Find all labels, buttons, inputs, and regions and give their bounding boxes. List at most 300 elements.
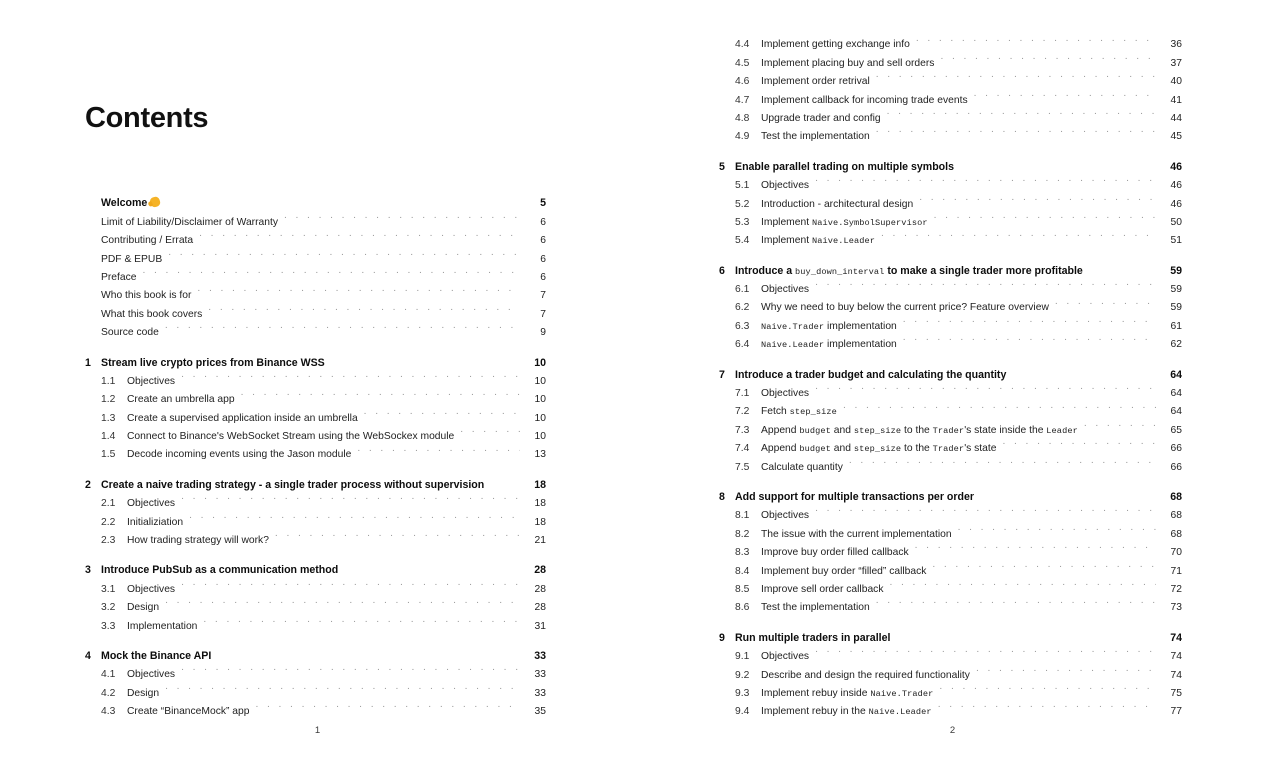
toc-entry-title: Mock the Binance API xyxy=(101,649,212,662)
dot-leader xyxy=(889,574,1156,592)
dot-leader xyxy=(843,396,1156,414)
dot-leader xyxy=(1003,433,1157,451)
toc-entry-page-number: 5 xyxy=(540,197,546,210)
toc-chapter-row[interactable] xyxy=(719,359,1182,381)
toc-section-row[interactable] xyxy=(719,518,1182,540)
toc-section-row[interactable] xyxy=(85,573,546,595)
toc-entry-title: Why we need to buy below the current price? Feature overview xyxy=(761,302,1049,314)
toc-entry-number: 1.5 xyxy=(101,449,116,461)
toc-entry-title: Implement buy order “filled” callback xyxy=(761,565,927,577)
toc-entry-number: 4.4 xyxy=(735,39,750,51)
toc-entry-number: 7.1 xyxy=(735,388,750,400)
toc-section-row[interactable] xyxy=(719,433,1182,455)
inline-code: budget xyxy=(799,444,831,455)
toc-entry-page-number: 59 xyxy=(1170,302,1182,314)
toc-section-row[interactable] xyxy=(719,329,1182,351)
toc-entry-page-number: 33 xyxy=(534,669,546,681)
toc-entry-number: 6.4 xyxy=(735,339,750,351)
toc-entry-title: Introduce PubSub as a communication method xyxy=(101,564,339,577)
toc-entry-number: 6.1 xyxy=(735,284,750,296)
toc-entry-title: The issue with the current implementation xyxy=(761,528,952,540)
toc-entry-title: Implement callback for incoming trade events xyxy=(761,94,968,106)
dot-leader xyxy=(203,610,520,628)
toc-entry-title: Enable parallel trading on multiple symbols xyxy=(735,160,954,173)
toc-entry-number: 1.1 xyxy=(101,375,116,387)
dot-leader xyxy=(815,500,1156,518)
toc-right-column xyxy=(719,29,1182,718)
toc-entry-title: Objectives xyxy=(761,388,810,400)
toc-entry-number: 9.4 xyxy=(735,706,750,718)
toc-entry-number: 8.3 xyxy=(735,547,750,559)
toc-entry-number: 2.2 xyxy=(101,516,116,528)
toc-entry-title: Append budget and step_size to the Trader's state xyxy=(761,443,997,455)
dot-leader xyxy=(1084,414,1156,432)
dot-leader xyxy=(181,366,520,384)
toc-left-column xyxy=(85,188,546,718)
page-folio: 1 xyxy=(314,725,321,736)
toc-entry-title: Create a supervised application inside an umbrella xyxy=(127,412,358,424)
toc-entry-page-number: 33 xyxy=(534,687,546,699)
toc-entry-page-number: 10 xyxy=(534,356,546,369)
toc-entry-number: 7.2 xyxy=(735,406,750,418)
toc-section-row[interactable] xyxy=(85,677,546,699)
toc-entry-page-number: 73 xyxy=(1170,602,1182,614)
toc-entry-title: Create an umbrella app xyxy=(127,394,235,406)
toc-entry-title: Introduce a trader budget and calculating the quantity xyxy=(735,368,1007,381)
dot-leader xyxy=(934,207,1156,225)
inline-code: step_size xyxy=(853,425,902,436)
toc-entry-page-number: 44 xyxy=(1170,112,1182,124)
toc-entry-title: Create “BinanceMock” app xyxy=(127,706,250,718)
dot-leader xyxy=(344,555,520,573)
toc-section-row[interactable] xyxy=(85,402,546,424)
inline-code: Leader xyxy=(1046,425,1078,436)
toc-entry-number: 5 xyxy=(719,160,725,173)
toc-entry-page-number: 18 xyxy=(534,478,546,491)
toc-entry-page-number: 75 xyxy=(1170,687,1182,699)
toc-entry-page-number: 61 xyxy=(1170,320,1182,332)
dot-leader xyxy=(815,274,1156,292)
page-folio: 2 xyxy=(949,725,956,736)
toc-section-row[interactable] xyxy=(85,366,546,387)
toc-entry-number: 5.3 xyxy=(735,216,750,228)
toc-section-row[interactable] xyxy=(719,678,1182,699)
toc-entry-title: Welcome xyxy=(101,194,166,212)
dot-leader xyxy=(241,384,520,402)
toc-section-row[interactable] xyxy=(719,188,1182,210)
toc-frontmatter-row[interactable] xyxy=(85,225,546,247)
dot-leader xyxy=(903,310,1156,328)
toc-entry-title: Improve buy order filled callback xyxy=(761,547,909,559)
toc-section-row[interactable] xyxy=(85,421,546,443)
toc-entry-page-number: 33 xyxy=(534,649,546,662)
toc-entry-page-number: 18 xyxy=(534,516,546,528)
toc-entry-page-number: 68 xyxy=(1170,528,1182,540)
toc-section-row[interactable] xyxy=(719,66,1182,88)
dot-leader xyxy=(165,677,520,695)
toc-entry-title: Objectives xyxy=(761,284,810,296)
toc-entry-number: 5.2 xyxy=(735,198,750,210)
toc-section-row[interactable] xyxy=(719,274,1182,296)
dot-leader xyxy=(181,659,520,677)
toc-entry-title: Implement rebuy in the Naive.Leader xyxy=(761,706,932,718)
toc-entry-number: 6 xyxy=(719,264,725,277)
toc-entry-page-number: 41 xyxy=(1170,94,1182,106)
dot-leader xyxy=(275,525,520,543)
dot-leader xyxy=(958,518,1156,536)
dot-leader xyxy=(331,347,520,365)
toc-section-row[interactable] xyxy=(719,537,1182,559)
toc-entry-number: 9 xyxy=(719,631,725,644)
toc-entry-title: Objectives xyxy=(761,180,810,192)
toc-entry-page-number: 7 xyxy=(540,308,546,320)
toc-entry-number: 4.5 xyxy=(735,57,750,69)
toc-entry-page-number: 77 xyxy=(1170,706,1182,718)
toc-entry-page-number: 21 xyxy=(534,535,546,547)
inline-code: Naive.Leader xyxy=(868,707,932,718)
dot-leader xyxy=(896,622,1156,640)
dot-leader xyxy=(364,402,520,420)
toc-section-row[interactable] xyxy=(719,170,1182,192)
toc-entry-number: 1.4 xyxy=(101,431,116,443)
dot-leader xyxy=(357,439,520,457)
toc-entry-number: 7.4 xyxy=(735,443,750,455)
toc-entry-page-number: 10 xyxy=(534,394,546,406)
toc-frontmatter-row[interactable] xyxy=(85,317,546,339)
toc-entry-title: Naive.Leader implementation xyxy=(761,339,897,351)
toc-frontmatter-row[interactable] xyxy=(85,262,546,283)
toc-entry-title: Calculate quantity xyxy=(761,461,843,473)
toc-section-row[interactable] xyxy=(719,84,1182,106)
toc-entry-page-number: 13 xyxy=(534,449,546,461)
toc-section-row[interactable] xyxy=(85,592,546,614)
toc-entry-title: Introduction - architectural design xyxy=(761,198,914,210)
toc-entry-title: Implement Naive.SymbolSupervisor xyxy=(761,216,928,228)
toc-entry-number: 4.9 xyxy=(735,131,750,143)
toc-entry-title: Test the implementation xyxy=(761,131,870,143)
toc-entry-title: Implement Naive.Leader xyxy=(761,235,876,247)
toc-entry-number: 5.1 xyxy=(735,180,750,192)
toc-entry-page-number: 50 xyxy=(1170,216,1182,228)
dot-leader xyxy=(887,103,1156,121)
dot-leader xyxy=(217,641,520,659)
toc-entry-number: 4 xyxy=(85,649,91,662)
toc-section-row[interactable] xyxy=(719,378,1182,400)
toc-entry-page-number: 59 xyxy=(1170,284,1182,296)
toc-entry-page-number: 64 xyxy=(1170,388,1182,400)
toc-entry-title: Initializiation xyxy=(127,516,184,528)
toc-section-row[interactable] xyxy=(719,592,1182,614)
toc-entry-page-number: 72 xyxy=(1170,583,1182,595)
toc-entry-page-number: 7 xyxy=(540,290,546,302)
toc-entry-number: 6.3 xyxy=(735,320,750,332)
dot-leader xyxy=(940,47,1156,65)
toc-chapter-row[interactable] xyxy=(719,622,1182,644)
toc-entry-title: Implement order retrival xyxy=(761,76,870,88)
toc-entry-title: Append budget and step_size to the Trader's state inside the Leader xyxy=(761,424,1078,436)
toc-entry-number: 6.2 xyxy=(735,302,750,314)
toc-entry-page-number: 62 xyxy=(1170,339,1182,351)
toc-entry-page-number: 68 xyxy=(1170,510,1182,522)
toc-section-row[interactable] xyxy=(719,451,1182,473)
dot-leader xyxy=(815,641,1156,659)
toc-entry-title: Connect to Binance's WebSocket Stream using the WebSockex module xyxy=(127,431,455,443)
dot-leader xyxy=(165,592,520,610)
toc-entry-number: 7.3 xyxy=(735,424,750,436)
toc-entry-title: Design xyxy=(127,602,160,614)
toc-entry-title: Create a naive trading strategy - a single trader process without supervision xyxy=(101,478,485,491)
toc-entry-number: 8 xyxy=(719,490,725,503)
dot-leader xyxy=(876,121,1156,139)
dot-leader xyxy=(980,482,1156,500)
toc-chapter-row[interactable] xyxy=(719,151,1182,173)
dot-leader xyxy=(255,696,520,714)
dot-leader xyxy=(876,66,1156,84)
toc-entry-page-number: 68 xyxy=(1170,490,1182,503)
toc-entry-page-number: 46 xyxy=(1170,160,1182,173)
toc-entry-title: Decode incoming events using the Jason module xyxy=(127,449,352,461)
toc-entry-title: Design xyxy=(127,687,160,699)
toc-entry-page-number: 6 xyxy=(540,253,546,265)
dot-leader xyxy=(1055,292,1156,310)
dot-leader xyxy=(181,488,520,506)
toc-section-row[interactable] xyxy=(719,414,1182,436)
toc-entry-number: 7 xyxy=(719,368,725,381)
dot-leader xyxy=(960,151,1156,169)
toc-entry-number: 1.3 xyxy=(101,412,116,424)
toc-entry-page-number: 10 xyxy=(534,431,546,443)
toc-entry-page-number: 6 xyxy=(540,271,546,283)
inline-code: Naive.Trader xyxy=(761,321,825,332)
toc-chapter-row[interactable] xyxy=(85,555,546,577)
toc-entry-page-number: 10 xyxy=(534,412,546,424)
toc-entry-page-number: 40 xyxy=(1170,76,1182,88)
dot-leader xyxy=(876,592,1156,610)
toc-entry-number: 1.2 xyxy=(101,394,116,406)
toc-entry-page-number: 6 xyxy=(540,216,546,228)
dot-leader xyxy=(166,188,520,206)
toc-entry-title: Stream live crypto prices from Binance WSS xyxy=(101,356,325,369)
toc-entry-number: 9.1 xyxy=(735,651,750,663)
dot-leader xyxy=(976,659,1156,677)
toc-entry-page-number: 18 xyxy=(534,498,546,510)
toc-entry-title: Implement placing buy and sell orders xyxy=(761,57,935,69)
toc-entry-number: 4.3 xyxy=(101,706,116,718)
toc-entry-page-number: 28 xyxy=(534,583,546,595)
toc-section-row[interactable] xyxy=(719,555,1182,577)
toc-entry-number: 5.4 xyxy=(735,235,750,247)
toc-entry-page-number: 66 xyxy=(1170,443,1182,455)
toc-frontmatter-row[interactable] xyxy=(85,206,546,228)
toc-section-row[interactable] xyxy=(719,659,1182,681)
toc-chapter-row[interactable] xyxy=(85,469,546,491)
dot-leader xyxy=(815,378,1156,396)
toc-entry-title: Preface xyxy=(101,271,137,283)
toc-chapter-row[interactable] xyxy=(85,347,546,369)
toc-entry-title: Limit of Liability/Disclaimer of Warranty xyxy=(101,216,278,228)
toc-entry-page-number: 6 xyxy=(540,235,546,247)
toc-entry-title: Introduce a buy_down_interval to make a single trader more profitable xyxy=(735,264,1083,277)
toc-section-row[interactable] xyxy=(719,500,1182,522)
toc-section-row[interactable] xyxy=(85,659,546,681)
toc-entry-number: 8.4 xyxy=(735,565,750,577)
dot-leader xyxy=(490,469,520,487)
toc-entry-number: 8.6 xyxy=(735,602,750,614)
toc-entry-page-number: 28 xyxy=(534,602,546,614)
toc-entry-number: 4.8 xyxy=(735,112,750,124)
toc-chapter-row[interactable] xyxy=(85,188,546,210)
toc-entry-page-number: 35 xyxy=(534,706,546,718)
toc-entry-page-number: 36 xyxy=(1170,39,1182,51)
toc-entry-number: 1 xyxy=(85,356,91,369)
toc-entry-title: Objectives xyxy=(127,375,176,387)
toc-section-row[interactable] xyxy=(85,506,546,528)
toc-frontmatter-row[interactable] xyxy=(85,243,546,265)
dot-leader xyxy=(881,225,1156,243)
toc-section-row[interactable] xyxy=(719,47,1182,69)
toc-entry-title: Objectives xyxy=(127,583,176,595)
toc-entry-title: Implement rebuy inside Naive.Trader xyxy=(761,687,934,699)
toc-entry-title: Describe and design the required functionality xyxy=(761,669,970,681)
toc-section-row[interactable] xyxy=(719,29,1182,51)
toc-entry-page-number: 74 xyxy=(1170,631,1182,644)
toc-entry-page-number: 31 xyxy=(534,620,546,632)
toc-entry-page-number: 64 xyxy=(1170,406,1182,418)
toc-entry-number: 7.5 xyxy=(735,461,750,473)
toc-entry-page-number: 10 xyxy=(534,375,546,387)
toc-entry-number: 2.3 xyxy=(101,535,116,547)
dot-leader xyxy=(197,280,520,298)
toc-section-row[interactable] xyxy=(719,641,1182,663)
toc-chapter-row[interactable] xyxy=(719,482,1182,503)
toc-entry-page-number: 71 xyxy=(1170,565,1182,577)
toc-entry-title: PDF & EPUB xyxy=(101,253,163,265)
dot-leader xyxy=(1012,359,1156,377)
toc-entry-title: Objectives xyxy=(127,669,176,681)
dot-leader xyxy=(1089,255,1156,273)
dot-leader xyxy=(938,696,1156,714)
dot-leader xyxy=(939,678,1156,696)
toc-section-row[interactable] xyxy=(719,574,1182,595)
toc-section-row[interactable] xyxy=(719,292,1182,314)
dot-leader xyxy=(143,262,521,280)
toc-entry-title: Run multiple traders in parallel xyxy=(735,631,891,644)
dot-leader xyxy=(189,506,520,524)
inline-code: budget xyxy=(799,425,831,436)
dot-leader xyxy=(199,225,520,243)
toc-entry-number: 4.2 xyxy=(101,687,116,699)
toc-entry-number: 3.2 xyxy=(101,602,116,614)
toc-entry-page-number: 65 xyxy=(1170,424,1182,436)
toc-entry-page-number: 59 xyxy=(1170,264,1182,277)
toc-frontmatter-row[interactable] xyxy=(85,280,546,302)
toc-chapter-row[interactable] xyxy=(85,641,546,662)
dot-leader xyxy=(165,317,520,335)
toc-section-row[interactable] xyxy=(719,121,1182,143)
toc-entry-page-number: 45 xyxy=(1170,131,1182,143)
toc-section-row[interactable] xyxy=(719,396,1182,418)
toc-entry-number: 3 xyxy=(85,564,91,577)
inline-code: Naive.Leader xyxy=(761,340,825,351)
inline-code: Trader xyxy=(932,444,965,455)
toc-entry-number: 2 xyxy=(85,478,91,491)
toc-entry-page-number: 9 xyxy=(540,327,546,339)
toc-section-row[interactable] xyxy=(85,525,546,547)
toc-entry-title: Add support for multiple transactions per order xyxy=(735,490,974,503)
toc-section-row[interactable] xyxy=(719,103,1182,124)
toc-entry-title: Implementation xyxy=(127,620,198,632)
toc-entry-title: Implement getting exchange info xyxy=(761,39,910,51)
dot-leader xyxy=(903,329,1156,347)
toc-entry-number: 9.2 xyxy=(735,669,750,681)
toc-section-row[interactable] xyxy=(719,225,1182,247)
toc-entry-title: Source code xyxy=(101,327,159,339)
toc-entry-number: 2.1 xyxy=(101,498,116,510)
toc-entry-number: 8.5 xyxy=(735,583,750,595)
toc-entry-title: What this book covers xyxy=(101,308,203,320)
inline-code: Naive.SymbolSupervisor xyxy=(811,217,928,228)
toc-entry-title: How trading strategy will work? xyxy=(127,535,269,547)
toc-entry-page-number: 46 xyxy=(1170,198,1182,210)
toc-section-row[interactable] xyxy=(85,439,546,461)
toc-entry-title: Objectives xyxy=(761,510,810,522)
toc-entry-number: 3.3 xyxy=(101,620,116,632)
dot-leader xyxy=(974,84,1156,102)
toc-entry-page-number: 51 xyxy=(1170,235,1182,247)
toc-entry-page-number: 28 xyxy=(534,564,546,577)
toc-entry-number: 4.6 xyxy=(735,76,750,88)
toc-entry-number: 8.1 xyxy=(735,510,750,522)
inline-code: buy_down_interval xyxy=(795,266,885,277)
toc-chapter-row[interactable] xyxy=(719,255,1182,277)
toc-section-row[interactable] xyxy=(719,207,1182,228)
toc-frontmatter-row[interactable] xyxy=(85,298,546,320)
inline-code: step_size xyxy=(789,407,837,418)
toc-entry-title: Upgrade trader and config xyxy=(761,112,881,124)
toc-entry-title: Improve sell order callback xyxy=(761,583,884,595)
inline-code: Trader xyxy=(932,425,965,436)
inline-code: Naive.Trader xyxy=(870,688,934,699)
dot-leader xyxy=(208,298,520,316)
toc-entry-page-number: 74 xyxy=(1170,651,1182,663)
dot-leader xyxy=(284,206,520,224)
toc-entry-title: Test the implementation xyxy=(761,602,870,614)
toc-entry-title: Naive.Trader implementation xyxy=(761,320,897,332)
toc-entry-page-number: 64 xyxy=(1170,368,1182,381)
dot-leader xyxy=(168,243,520,261)
toc-section-row[interactable] xyxy=(85,696,546,718)
dot-leader xyxy=(932,555,1156,573)
dot-leader xyxy=(849,451,1156,469)
toc-entry-title: Contributing / Errata xyxy=(101,235,194,247)
toc-entry-title: Objectives xyxy=(761,651,810,663)
toc-entry-page-number: 66 xyxy=(1170,461,1182,473)
inline-code: step_size xyxy=(853,444,902,455)
toc-entry-number: 8.2 xyxy=(735,528,750,540)
toc-section-row[interactable] xyxy=(85,488,546,510)
toc-section-row[interactable] xyxy=(719,696,1182,718)
toc-section-row[interactable] xyxy=(85,384,546,406)
toc-entry-number: 4.1 xyxy=(101,669,116,681)
toc-section-row[interactable] xyxy=(85,610,546,632)
toc-entry-page-number: 70 xyxy=(1170,547,1182,559)
toc-entry-page-number: 46 xyxy=(1170,180,1182,192)
dot-leader xyxy=(919,188,1156,206)
toc-entry-number: 3.1 xyxy=(101,583,116,595)
toc-entry-title: Objectives xyxy=(127,498,176,510)
toc-section-row[interactable] xyxy=(719,310,1182,332)
dot-leader xyxy=(181,573,520,591)
